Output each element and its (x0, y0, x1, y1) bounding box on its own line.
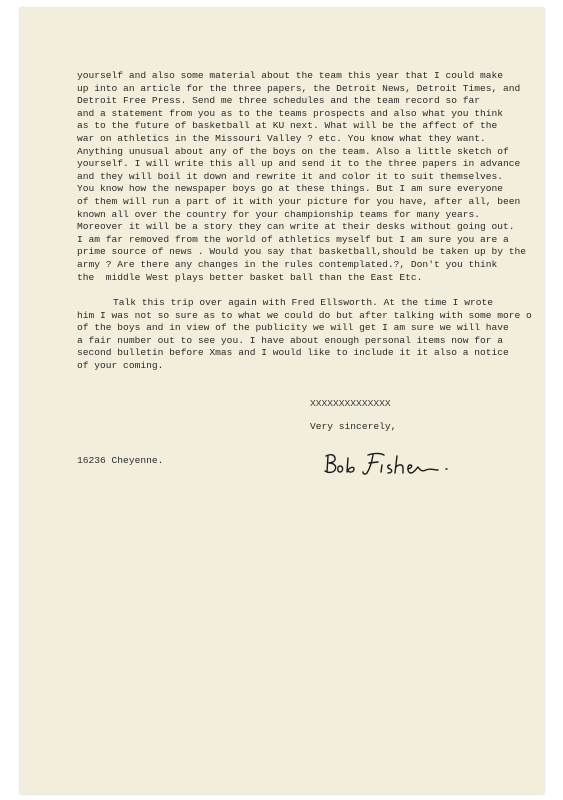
text-line: of your coming. (77, 360, 164, 372)
text-line: a fair number out to see you. I have about enough personal items now for a (77, 334, 504, 346)
text-line: Detroit Free Press. Send me three schedules and the team record so far (77, 95, 481, 107)
text-line: of the boys and in view of the publicity we will get I am sure we will have (77, 322, 509, 334)
complimentary-close: Very sincerely, (310, 421, 397, 432)
handwritten-signature (320, 448, 460, 488)
letter-body (77, 70, 547, 373)
text-line: Talk this trip over again with Fred Ellsworth. At the time I wrote (113, 297, 493, 309)
text-line: second bulletin before Xmas and I would like to include it it also a notice (77, 347, 509, 359)
closing-block (310, 398, 396, 432)
text-line: as to the future of basketball at KU next. What will be the affect of the (77, 120, 498, 132)
text-line: prime source of news . Would you say that basketball,should be taken up by the (77, 246, 527, 258)
text-line: and they will boil it down and rewrite it and color it to suit themselves. (77, 170, 504, 182)
text-line: and a statement from you as to the teams prospects and also what you think (77, 107, 504, 119)
text-line: yourself. I will write this all up and send it to the three papers in advance (77, 158, 521, 170)
text-line: army ? Are there any changes in the rules contemplated.?, Don't you think (77, 258, 498, 270)
text-line: I am far removed from the world of athletics myself but I am sure you are a (77, 233, 509, 245)
text-line: the middle West plays better basket ball than the East Etc. (77, 271, 423, 283)
struck-out-text: XXXXXXXXXXXXXX (310, 398, 391, 409)
text-line: war on athletics in the Missouri Valley ? etc. You know what they want. (77, 132, 486, 144)
paragraph-1 (77, 70, 547, 284)
text-line: known all over the country for your championship teams for many years. (77, 208, 481, 220)
text-line: You know how the newspaper boys go at these things. But I am sure everyone (77, 183, 504, 195)
text-line: Anything unusual about any of the boys on the team. Also a little sketch of (77, 145, 509, 157)
text-line: up into an article for the three papers, the Detroit News, Detroit Times, and (77, 82, 521, 94)
text-line: yourself and also some material about the team this year that I could make (77, 70, 504, 81)
text-line: Moreover it will be a story they can write at their desks without going out. (77, 221, 515, 233)
text-line: him I was not so sure as to what we could do but after talking with some more o (77, 309, 532, 321)
sender-address: 16236 Cheyenne. (77, 455, 164, 466)
paragraph-2 (77, 297, 547, 373)
letter-page (20, 8, 544, 794)
text-line: of them will run a part of it with your picture for you have, after all, been (77, 195, 521, 207)
